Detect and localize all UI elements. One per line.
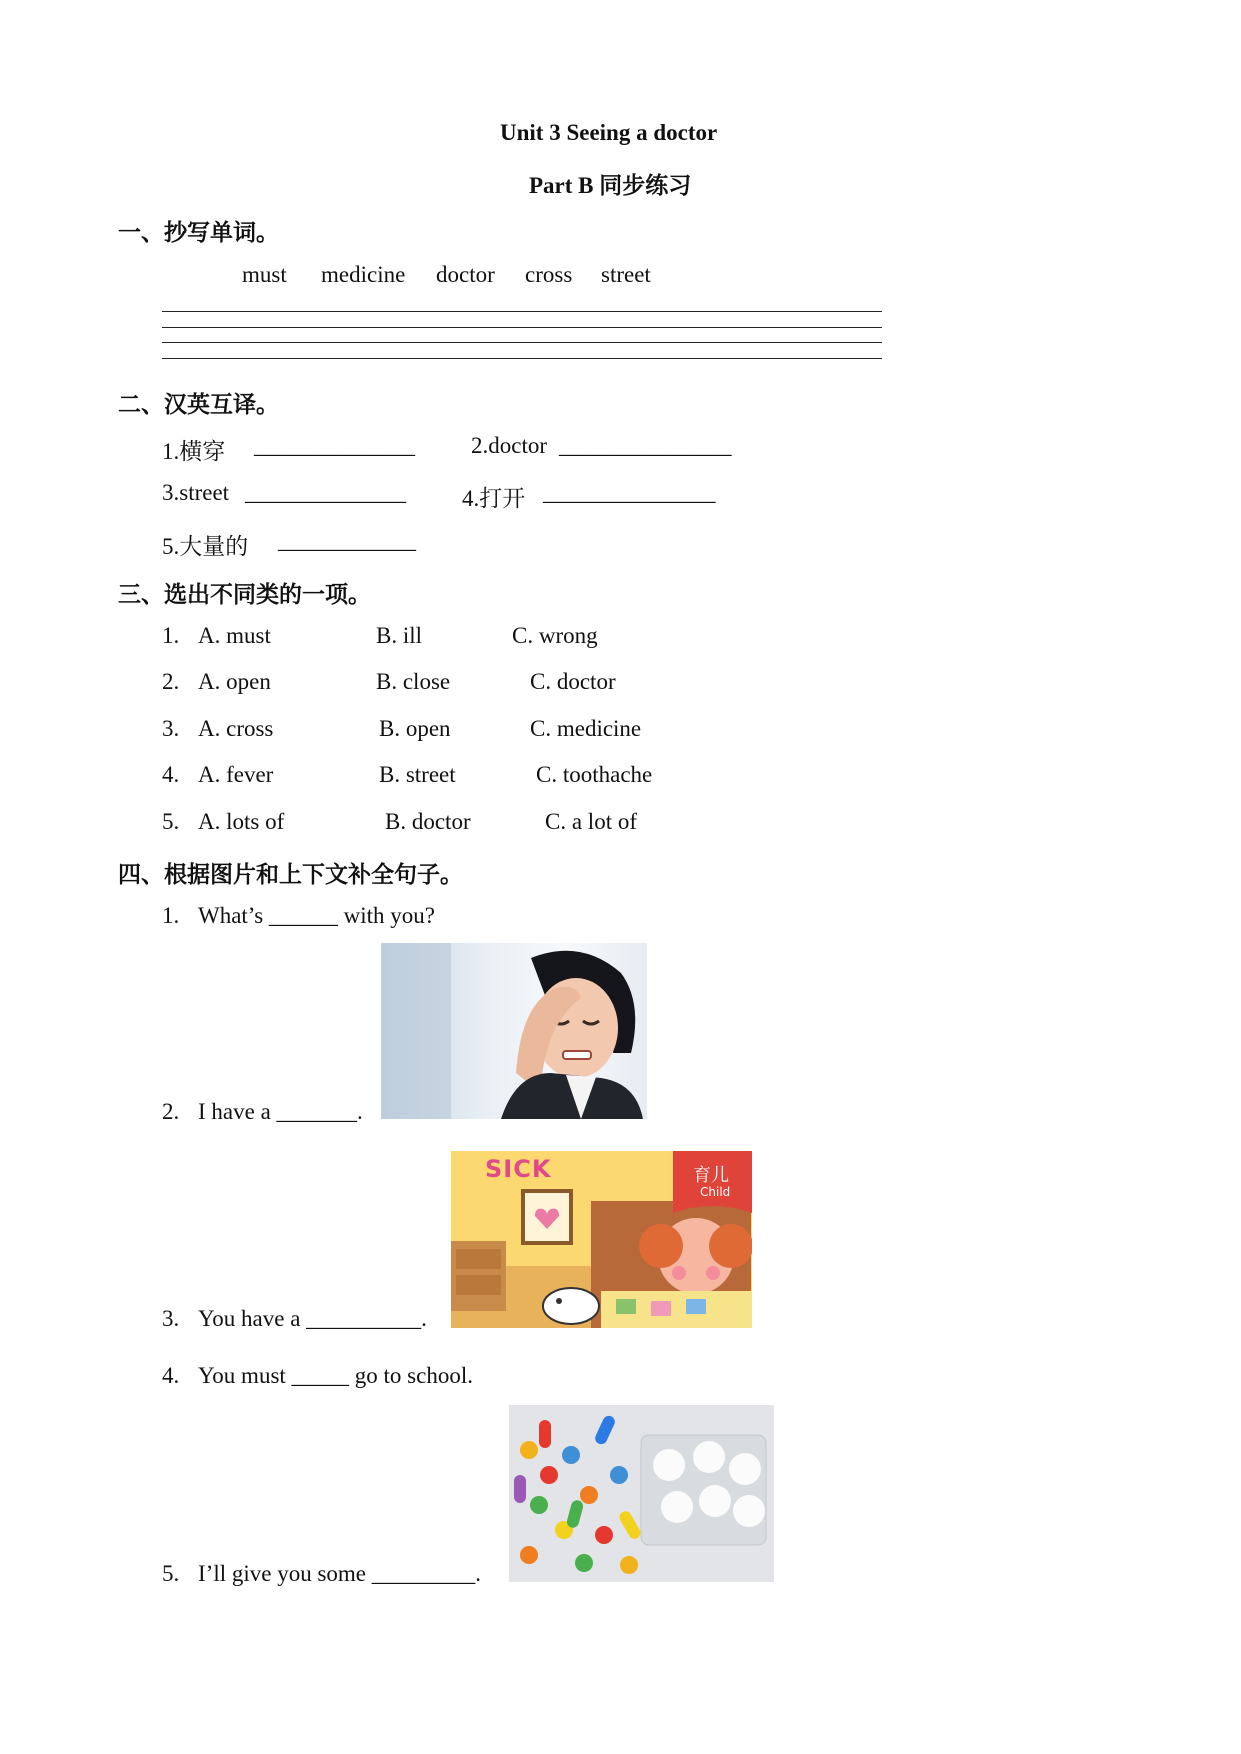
option-c[interactable]: C. toothache (536, 762, 653, 787)
sentence-number: 4. (162, 1363, 180, 1388)
translate-blank[interactable]: ____________ (278, 528, 416, 553)
section-2-heading: 二、汉英互译。 (118, 392, 279, 418)
copy-word: must (242, 262, 287, 287)
translate-prompt: 5.大量的 (162, 534, 249, 559)
question-number: 5. (162, 809, 180, 834)
page-subtitle: Part B 同步练习 (529, 173, 692, 198)
section-3-heading: 三、选出不同类的一项。 (118, 582, 371, 608)
question-number: 3. (162, 716, 180, 741)
medicine-photo (509, 1405, 774, 1582)
option-a[interactable]: A. lots of (198, 809, 285, 834)
option-a[interactable]: A. fever (198, 762, 274, 787)
writing-line[interactable] (162, 358, 882, 359)
sentence-number: 1. (162, 903, 180, 928)
sentence-text[interactable]: You must _____ go to school. (198, 1363, 473, 1388)
translate-prompt: 2.doctor (471, 433, 548, 458)
sick-card-title: SICK (485, 1155, 552, 1183)
option-c[interactable]: C. doctor (530, 669, 616, 694)
writing-line[interactable] (162, 311, 882, 312)
question-number: 1. (162, 623, 180, 648)
copy-word: doctor (436, 262, 495, 287)
option-b[interactable]: B. open (379, 716, 451, 741)
section-4-heading: 四、根据图片和上下文补全句子。 (118, 862, 463, 888)
copy-word: cross (525, 262, 573, 287)
writing-line[interactable] (162, 327, 882, 328)
translate-blank[interactable]: _______________ (543, 480, 716, 505)
translate-prompt: 1.横穿 (162, 439, 226, 464)
page-title: Unit 3 Seeing a doctor (500, 120, 718, 145)
question-number: 2. (162, 669, 180, 694)
option-b[interactable]: B. close (376, 669, 451, 694)
translate-prompt: 3.street (162, 480, 230, 505)
headache-photo (381, 943, 647, 1119)
copy-word: street (601, 262, 651, 287)
writing-line[interactable] (162, 342, 882, 343)
copy-word: medicine (321, 262, 406, 287)
badge-en: Child (700, 1185, 731, 1199)
translate-blank[interactable]: _______________ (559, 433, 732, 458)
badge-cn: 育儿 (693, 1165, 729, 1186)
option-a[interactable]: A. must (198, 623, 271, 648)
option-c[interactable]: C. a lot of (545, 809, 637, 834)
sentence-text[interactable]: You have a __________. (198, 1306, 427, 1331)
option-b[interactable]: B. doctor (385, 809, 471, 834)
option-c[interactable]: C. medicine (530, 716, 642, 741)
option-b[interactable]: B. ill (376, 623, 423, 648)
sentence-number: 3. (162, 1306, 180, 1331)
sentence-text[interactable]: I’ll give you some _________. (198, 1561, 481, 1586)
sentence-text[interactable]: What’s ______ with you? (198, 903, 435, 928)
question-number: 4. (162, 762, 180, 787)
translate-blank[interactable]: ______________ (254, 433, 415, 458)
sentence-text[interactable]: I have a _______. (198, 1099, 363, 1124)
option-c[interactable]: C. wrong (512, 623, 598, 648)
option-b[interactable]: B. street (379, 762, 456, 787)
section-1-heading: 一、抄写单词。 (118, 220, 279, 246)
translate-blank[interactable]: ______________ (245, 480, 406, 505)
sentence-number: 2. (162, 1099, 180, 1124)
option-a[interactable]: A. cross (198, 716, 274, 741)
translate-prompt: 4.打开 (462, 486, 526, 511)
sick-child-cartoon (451, 1151, 752, 1328)
sentence-number: 5. (162, 1561, 180, 1586)
option-a[interactable]: A. open (198, 669, 271, 694)
